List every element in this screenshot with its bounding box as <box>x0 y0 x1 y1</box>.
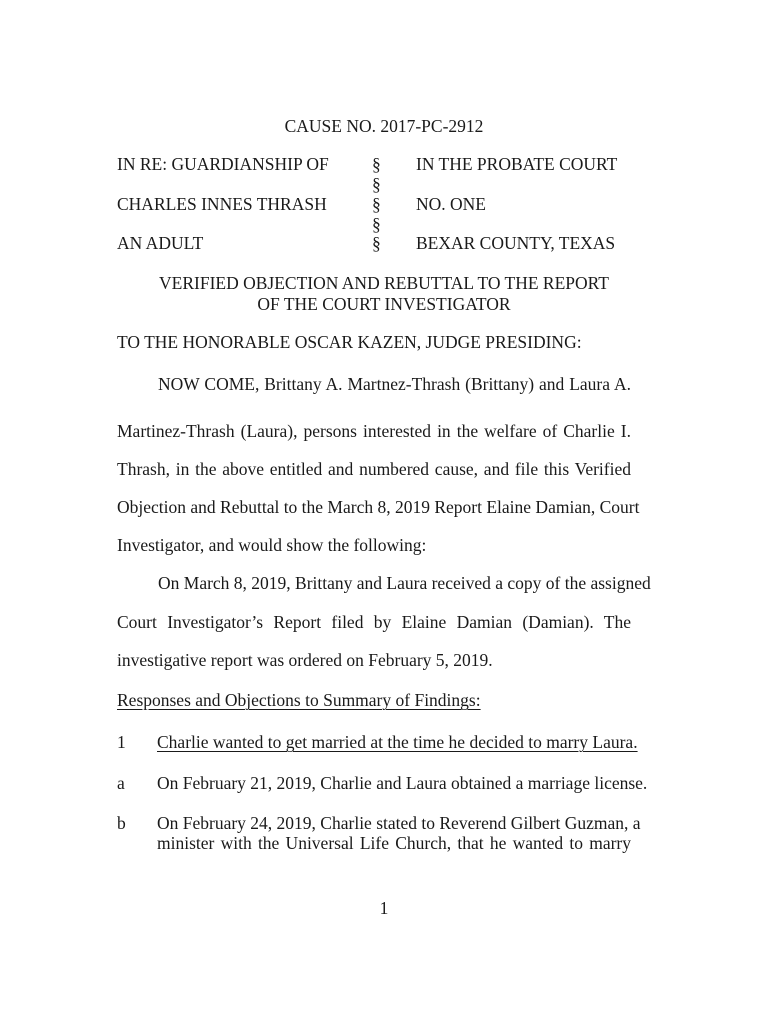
list-item-number: 1 <box>117 732 126 752</box>
paragraph-line: On March 8, 2019, Brittany and Laura received a copy of the assigned <box>158 573 651 593</box>
paragraph-line: investigative report was ordered on February 5, 2019. <box>117 650 493 670</box>
section-symbol: § <box>372 194 381 214</box>
list-item-number: a <box>117 773 125 793</box>
section-symbol: § <box>372 214 381 234</box>
paragraph-line: Martinez-Thrash (Laura), persons interested in the welfare of Charlie I. <box>117 421 631 441</box>
list-item-text: minister with the Universal Life Church, that he wanted to marry <box>157 833 631 853</box>
section-symbol: § <box>372 154 381 174</box>
paragraph-line: Thrash, in the above entitled and numbered cause, and file this Verified <box>117 459 631 479</box>
list-item-number: b <box>117 813 126 833</box>
list-item-text: On February 21, 2019, Charlie and Laura obtained a marriage license. <box>157 773 648 793</box>
paragraph-line: NOW COME, Brittany A. Martnez-Thrash (Brittany) and Laura A. <box>158 374 631 394</box>
paragraph-line: Investigator, and would show the following: <box>117 535 427 555</box>
list-item-text: Charlie wanted to get married at the time he decided to marry Laura. <box>157 732 638 752</box>
caption-right-line-2: NO. ONE <box>416 194 486 214</box>
caption-left-line-3: AN ADULT <box>117 233 204 253</box>
paragraph-line: Court Investigator’s Report filed by Elaine Damian (Damian). The <box>117 612 631 632</box>
salutation: TO THE HONORABLE OSCAR KAZEN, JUDGE PRESIDING: <box>117 332 582 352</box>
caption-right-line-3: BEXAR COUNTY, TEXAS <box>416 233 616 253</box>
list-item-text: On February 24, 2019, Charlie stated to Reverend Gilbert Guzman, a <box>157 813 641 833</box>
caption-left-line-1: IN RE: GUARDIANSHIP OF <box>117 154 329 174</box>
paragraph-line: Objection and Rebuttal to the March 8, 2019 Report Elaine Damian, Court <box>117 497 640 517</box>
section-symbol: § <box>372 233 381 253</box>
section-heading: Responses and Objections to Summary of Findings: <box>117 690 481 710</box>
cause-number: CAUSE NO. 2017-PC-2912 <box>284 116 484 136</box>
page-number: 1 <box>379 898 389 918</box>
document-title-line-1: VERIFIED OBJECTION AND REBUTTAL TO THE REPORT <box>159 273 609 293</box>
section-symbol: § <box>372 174 381 194</box>
caption-right-line-1: IN THE PROBATE COURT <box>416 154 618 174</box>
caption-left-line-2: CHARLES INNES THRASH <box>117 194 327 214</box>
document-title-line-2: OF THE COURT INVESTIGATOR <box>257 294 511 314</box>
